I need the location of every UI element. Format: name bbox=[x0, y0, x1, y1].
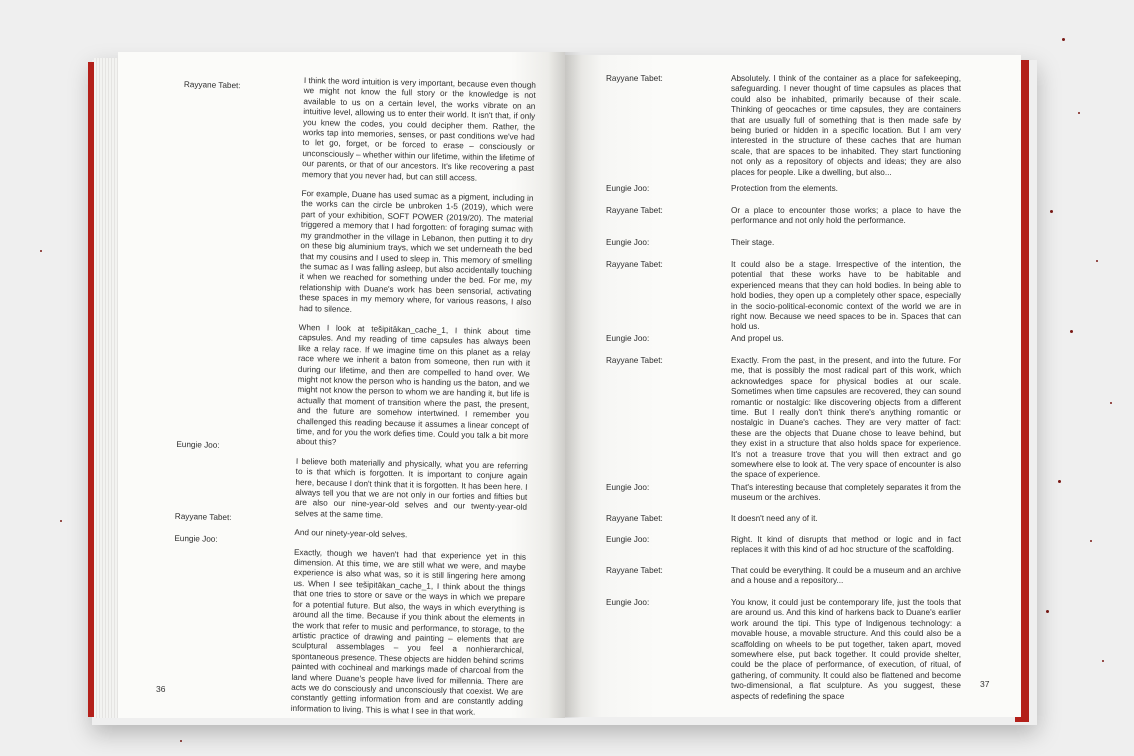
speaker-label: Rayyane Tabet: bbox=[183, 80, 241, 91]
paint-speck bbox=[60, 520, 62, 522]
speaker-label: Eungie Joo: bbox=[606, 483, 650, 492]
speaker-label: Eungie Joo: bbox=[606, 238, 650, 247]
entry-text: Right. It kind of disrupts that method or logic and in fact replaces it with this kind of ad hoc structure of the scaffolding. bbox=[731, 535, 961, 555]
entry-text: That could be everything. It could be a museum and an archive and a house and a repository... bbox=[731, 566, 961, 586]
paint-speck bbox=[1078, 112, 1080, 114]
paragraph: Exactly, though we haven't had that experience yet in this dimension. At this time, we are still what we were, and maybe experience is also what was, so it is still lingering here among us. When I see tešipitākan_cache_1, I think about the things that one tries to store or save or the ways in which we prepare for a potential future. But also, the ways in which everything is around all the time. Because if you think about the elements in the work that refer to music and performance, to storage, to the artistic practice of drawing and painting – elements that are sculptural assemblages – you feel a nonhierarchical, spontaneous presence. These objects are hidden behind scrims painted with cochineal and markings made of charcoal from the land where Duane's people have lived for millennia. There are acts we do consciously and unconsciously that coexist. We are constantly getting information from and are constantly adding information to living. This is what I see in that work. bbox=[290, 547, 527, 717]
entry-text: Exactly. From the past, in the present, and into the future. For me, that is possibly the most radical part of this work, which acknowledges space for physical bodies at our scale. Sometimes when time capsules are recovered, they can sound romantic or nostalgic: like discovering objects from a different time. But I really don't think there's anything romantic or nostalgic in Duane's caches. They are very matter of fact: these are the objects that Duane chose to leave behind, but they exist in a structure that also holds space for experience. It's not a treasure trove that you will then extract and go somewhere else to look at. The very space of encounter is also the space of experience. bbox=[731, 356, 961, 480]
paragraph: I think the word intuition is very important, because even though we might not know the full story or the knowledge is not available to us on a certain level, the works vibrate on an intuitive level, allowing us to enter their world. It isn't that, if only you knew the codes, you could decipher them. Rather, the works tap into memories, senses, or past conditions we've had to let go, forget, or be forced to erase – consciously or unconsciously – whether within our lifetime, within the lifetime of our parents, or that of our ancestors. It's like recovering a past memory that you never had, but can still access. bbox=[301, 76, 536, 183]
entry-text: It doesn't need any of it. bbox=[731, 514, 818, 523]
paragraph: For example, Duane has used sumac as a pigment, including in the works can the circle be unbroken 1-5 (2019), which were part of your exhibition, SOFT POWER (2019/20). The material triggered a memory that I had forgotten: of foraging sumac with my grandmother in the village in Lebanon, then putting it to dry on these big aluminium trays, which we set underneath the bed that my cousins and I used to sleep in. This memory of smelling the sumac as I was falling asleep, but also accidentally touching it when we reached for something under the bed. For me, my relationship with Duane's work has been sensorial, activating these spaces in my memory where, for various reasons, I also had to silence. bbox=[299, 189, 534, 314]
speaker-label: Eungie Joo: bbox=[606, 598, 650, 607]
page-number: 37 bbox=[980, 679, 990, 689]
paint-speck bbox=[40, 250, 42, 252]
entry-text: Absolutely. I think of the container as a place for safekeeping, safeguarding. I never thought of time capsules as places that could also be inhabited, primarily because of their scale. Thinking of geocaches or time capsules, they are containers that are usually full of something that is then made safe by being buried or hidden in a specific location. But I am very interested in the structure of these caches that are human scale, that are spaces to be inhabited. They start functioning not only as a repository of objects and ideas; they are also places for people. Like a dwelling, but also... bbox=[731, 74, 961, 177]
paragraph: I believe both materially and physically, what you are referring to is that which is forgotten. It is important to conjure again here, because I don't think that it is forgotten. It has been here. I always tell you that we are not only in our forties and fifties but are also our nine-year-old selves and our twenty-year-old selves at the same time. bbox=[294, 456, 528, 520]
left-text-column bbox=[290, 76, 536, 728]
speaker-label: Rayyane Tabet: bbox=[606, 566, 663, 575]
entry-text: That's interesting because that completely separates it from the museum or the archives. bbox=[731, 483, 961, 503]
speaker-label: Eungie Joo: bbox=[176, 439, 220, 450]
paint-speck bbox=[1046, 610, 1049, 613]
speaker-label: Rayyane Tabet: bbox=[606, 74, 663, 83]
entry-text: It could also be a stage. Irrespective of the intention, the potential that these works have to be habitable and experienced means that they can hold bodies. In being able to hold bodies, they open up a completely other space, especially in the socio-political-economic context of the world we are in right now. Because we need spaces to be in. Spaces that can hold us. bbox=[731, 260, 961, 332]
speaker-label: Rayyane Tabet: bbox=[606, 206, 663, 215]
entry-text: And propel us. bbox=[731, 334, 784, 343]
entry-text: Protection from the elements. bbox=[731, 184, 838, 193]
paint-speck bbox=[1110, 402, 1112, 404]
speaker-label: Eungie Joo: bbox=[606, 535, 650, 544]
speaker-label: Eungie Joo: bbox=[174, 533, 218, 544]
paint-speck bbox=[1058, 480, 1061, 483]
entry-text: Their stage. bbox=[731, 238, 775, 247]
paint-speck bbox=[1062, 38, 1065, 41]
book-spine-gutter bbox=[548, 52, 582, 718]
speaker-label: Eungie Joo: bbox=[606, 184, 650, 193]
entry-text: Or a place to encounter those works; a place to have the performance and not only hold the performance. bbox=[731, 206, 961, 226]
paragraph: And our ninety-year-old selves. bbox=[294, 528, 408, 540]
speaker-label: Rayyane Tabet: bbox=[606, 514, 663, 523]
paint-speck bbox=[1096, 260, 1098, 262]
page-number: 36 bbox=[156, 684, 166, 694]
paint-speck bbox=[1070, 330, 1073, 333]
paragraph: When I look at tešipitākan_cache_1, I think about time capsules. And my reading of time capsules has always been like a relay race. If we imagine time on this planet as a relay race where we inherit a baton from someone, then run with it during our lifetime, and then are compelled to hand over. We might not know the person who is handing us the baton, and we might not know the person to whom we are handing it, but life is actually that moment of transition where the past, the present, and the future are somehow intertwined. I remember you challenged this reading because it assumes a linear concept of time, and for you the work defies time. Could you talk a bit more about this? bbox=[296, 322, 531, 448]
speaker-label: Rayyane Tabet: bbox=[606, 356, 663, 365]
paint-speck bbox=[1090, 540, 1092, 542]
speaker-label: Rayyane Tabet: bbox=[606, 260, 663, 269]
speaker-label: Eungie Joo: bbox=[606, 334, 650, 343]
entry-text: You know, it could just be contemporary life, just the tools that are around us. And this kind of harkens back to Duane's earlier work around the tipi. This type of Indigenous technology: a movable house, a movable structure. And this could also be a scaffolding on wheels to be put together, taken apart, moved somewhere else, put back together. It could provide shelter, could be the place of performance, of execution, of ritual, of gathering, of community. It could also be flattened and become two-dimensional, a flat sculpture. As you suggest, these aspects of redefining the space bbox=[731, 598, 961, 701]
paint-speck bbox=[1050, 210, 1053, 213]
paint-speck bbox=[180, 740, 182, 742]
paint-speck bbox=[1102, 660, 1104, 662]
speaker-label: Rayyane Tabet: bbox=[174, 511, 232, 523]
